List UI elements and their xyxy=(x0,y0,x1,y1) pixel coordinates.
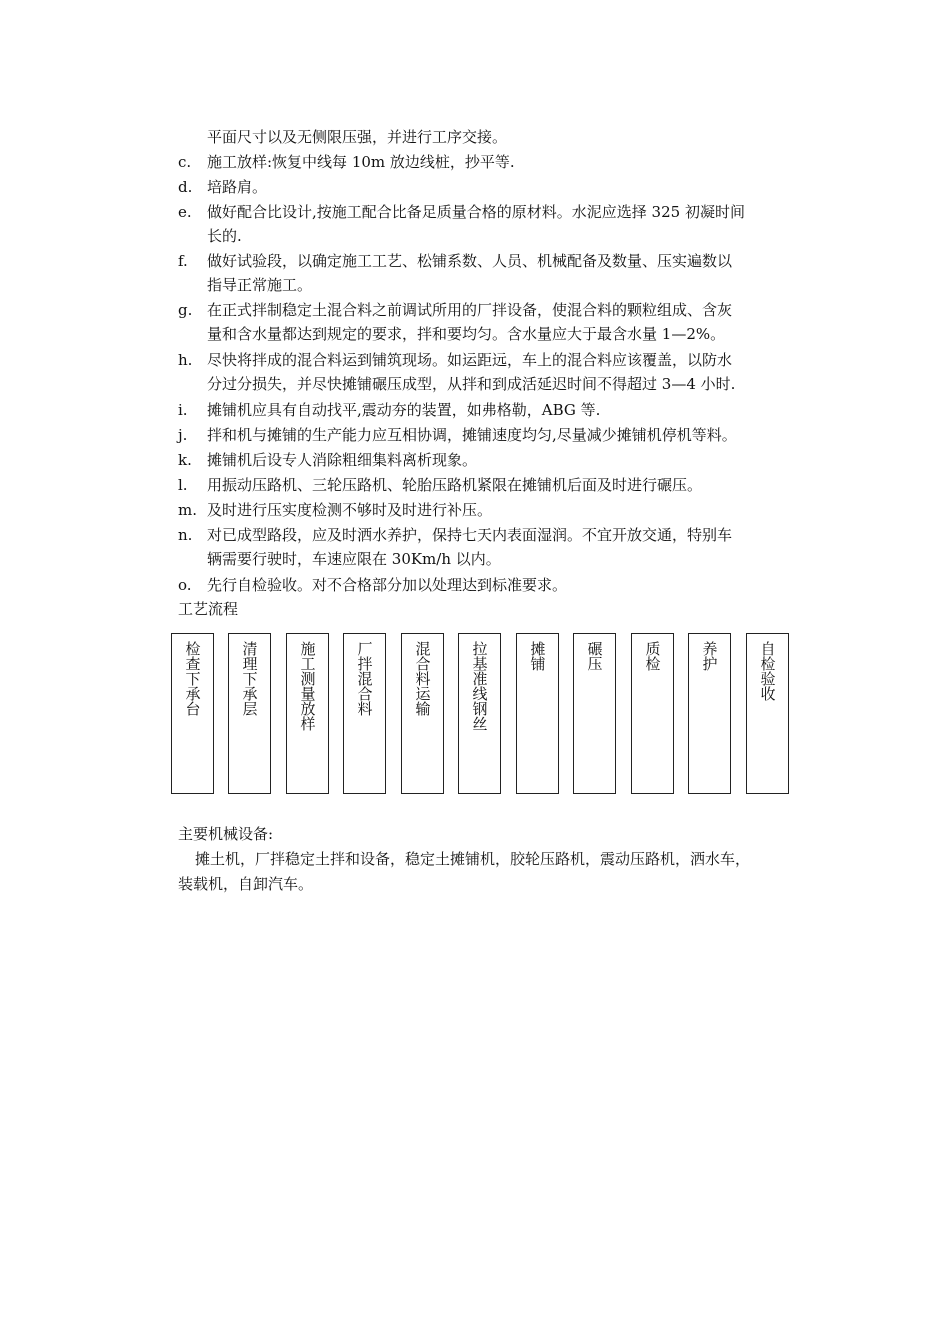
list-item-text: 拌和机与摊铺的生产能力应互相协调，摊铺速度均匀,尽量减少摊铺机停机等料。 xyxy=(207,426,737,444)
process-step-label: 检查下承台 xyxy=(183,641,202,716)
process-step-label: 清理下承层 xyxy=(240,641,259,716)
process-step xyxy=(573,633,616,794)
list-item-text: 量和含水量都达到规定的要求，拌和要均匀。含水量应大于最含水量 1—2%。 xyxy=(207,325,726,343)
list-item-text: 长的. xyxy=(207,227,242,245)
list-marker: f. xyxy=(178,252,188,270)
intro-continuation: 平面尺寸以及无侧限压强，并进行工序交接。 xyxy=(207,128,508,146)
list-marker: k. xyxy=(178,451,192,469)
process-step xyxy=(343,633,386,794)
process-step-label: 质检 xyxy=(643,641,662,671)
list-item-text: 及时进行压实度检测不够时及时进行补压。 xyxy=(207,501,493,519)
process-step-label: 养护 xyxy=(700,641,719,671)
process-flow xyxy=(171,633,791,797)
list-item-text: 摊铺机应具有自动找平,震动夯的装置，如弗格勒，ABG 等. xyxy=(207,401,601,419)
list-marker: l. xyxy=(178,476,188,494)
process-step xyxy=(228,633,271,794)
list-marker: d. xyxy=(178,178,193,196)
list-item-text: 做好配合比设计,按施工配合比备足质量合格的原材料。水泥应选择 325 初凝时间 xyxy=(207,203,745,221)
process-step-label: 碾压 xyxy=(585,641,604,671)
process-step xyxy=(401,633,444,794)
process-step-label: 混合料运输 xyxy=(413,641,432,716)
process-step-label: 施工测量放样 xyxy=(298,641,317,731)
process-step xyxy=(458,633,501,794)
process-step xyxy=(516,633,559,794)
process-step xyxy=(286,633,329,794)
list-item-text: 分过分损失，并尽快摊铺碾压成型，从拌和到成活延迟时间不得超过 3—4 小时. xyxy=(207,375,736,393)
list-item-text: 先行自检验收。对不合格部分加以处理达到标准要求。 xyxy=(207,576,568,594)
list-item-text: 做好试验段，以确定施工工艺、松铺系数、人员、机械配备及数量、压实遍数以 xyxy=(207,252,733,270)
equipment-text: 摊土机，厂拌稳定土拌和设备，稳定土摊铺机，胶轮压路机，震动压路机，洒水车， xyxy=(195,850,751,868)
process-heading: 工艺流程 xyxy=(178,600,239,618)
list-marker: e. xyxy=(178,203,192,221)
equipment-text: 装载机，自卸汽车。 xyxy=(178,875,314,893)
list-item-text: 培路肩。 xyxy=(207,178,268,196)
process-step xyxy=(631,633,674,794)
process-step-label: 自检验收 xyxy=(758,641,777,701)
process-step xyxy=(688,633,731,794)
list-marker: j. xyxy=(178,426,188,444)
process-step xyxy=(171,633,214,794)
list-marker: n. xyxy=(178,526,193,544)
list-marker: c. xyxy=(178,153,192,171)
process-step-label: 摊铺 xyxy=(528,641,547,671)
list-marker: h. xyxy=(178,351,193,369)
process-step xyxy=(746,633,789,794)
list-marker: g. xyxy=(178,301,193,319)
list-item-text: 摊铺机后设专人消除粗细集料离析现象。 xyxy=(207,451,478,469)
list-item-text: 辆需要行驶时，车速应限在 30Km/h 以内。 xyxy=(207,550,501,568)
list-item-text: 在正式拌制稳定土混合料之前调试所用的厂拌设备，使混合料的颗粒组成、含灰 xyxy=(207,301,733,319)
list-marker: o. xyxy=(178,576,192,594)
list-item-text: 施工放样:恢复中线每 10m 放边线桩，抄平等. xyxy=(207,153,515,171)
list-item-text: 对已成型路段，应及时洒水养护，保持七天内表面湿润。不宜开放交通，特别车 xyxy=(207,526,733,544)
list-item-text: 用振动压路机、三轮压路机、轮胎压路机紧限在摊铺机后面及时进行碾压。 xyxy=(207,476,703,494)
process-step-label: 拉基准线钢丝 xyxy=(470,641,489,731)
list-marker: m. xyxy=(178,501,197,519)
list-marker: i. xyxy=(178,401,188,419)
equipment-heading: 主要机械设备: xyxy=(178,825,274,843)
list-item-text: 尽快将拌成的混合料运到铺筑现场。如运距远，车上的混合料应该覆盖，以防水 xyxy=(207,351,733,369)
list-item-text: 指导正常施工。 xyxy=(207,276,313,294)
process-step-label: 厂拌混合料 xyxy=(355,641,374,716)
